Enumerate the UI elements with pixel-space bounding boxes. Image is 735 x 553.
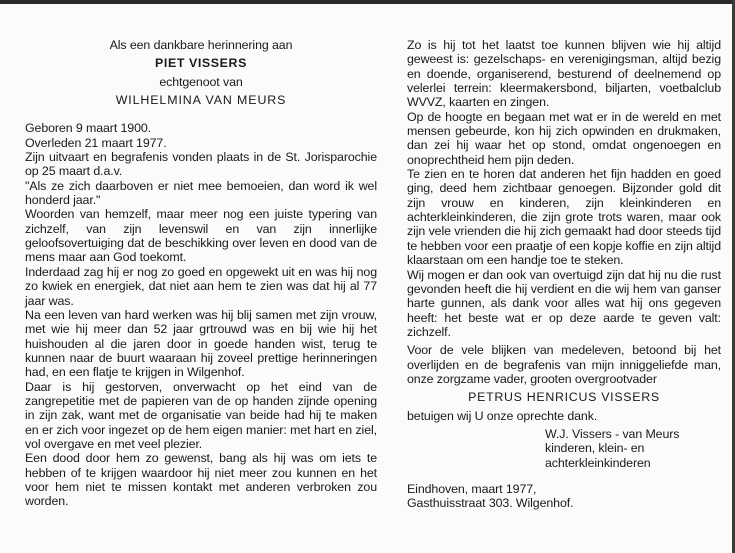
spouse-name: WILHELMINA VAN MEURS [115, 93, 287, 108]
gratitude-line: betuigen wij U onze oprechte dank. [407, 408, 598, 423]
right-column [407, 38, 721, 511]
paragraph-1: Woorden van hemzelf, maar meer nog een juiste typering van zichzelf, van zijn levenswil en van zijn innerlijke geloofsovertuiging dat de beschikking over leven en dood van de mens maar aan God toekomt. [25, 207, 377, 265]
paragraph-2: Inderdaad zag hij er nog zo goed en opgewekt uit en was hij nog zo kwiek en energiek, dat niet aan hem te zien was dat hij al 77 jaar was. [25, 264, 377, 308]
paragraph-3: Na een leven van hard werken was hij blij samen met zijn vrouw, met wie hij meer dan 52 jaar grtrouwd was en bij wie hij het huishouden al die jaren door in goede handen wist, terug te kunnen naar de buurt waaraan hij zoveel prettige herinneringen had, en een flatje te krijgen in Wilgenhof. [25, 307, 377, 380]
address-line: Gasthuisstraat 303. Wilgenhof. [407, 496, 574, 511]
paragraph-9: Wij mogen er dan ook van overtuigd zijn dat hij nu die rust gevonden heeft die hij verdient en die wij hem van ganser harte gunnen, als dank voor alles wat hij ons gegeven heeft: het beste wat er op deze aarde te geven valt: zichzelf. [407, 267, 721, 339]
family-line-2: kinderen, klein- en [545, 441, 645, 456]
spouse-intro: echtgenoot van [159, 74, 243, 89]
quote-paragraph: "Als ze zich daarboven er niet mee bemoeien, dan word ik wel honderd jaar." [25, 178, 377, 208]
intro-line: Als een dankbare herinnering aan [109, 38, 293, 52]
birth-line: Geboren 9 maart 1900. [25, 121, 152, 136]
paragraph-4: Daar is hij gestorven, onverwacht op het eind van de zangrepetitie met de papieren van de op handen zijnde opening in zijn zak, want met de organisatie van beide had hij te maken en er zich voor ingezet op de hem eigen manier: met hart en ziel, vol overgave en met veel plezier. [25, 379, 377, 451]
signer-name: PETRUS HENRICUS VISSERS [468, 390, 660, 405]
place-date: Eindhoven, maart 1977, [407, 481, 537, 496]
death-line: Overleden 21 maart 1977. [25, 135, 167, 150]
paragraph-6: Zo is hij tot het laatst toe kunnen blijven wie hij altijd geweest is: gezelschaps- en verenigingsman, altijd bezig en doende, organiserend, besturend of deelnemend op velerlei terrein: kleermakersbond, biljarten, voetbalclub WVVZ, kaarten en zingen. [407, 38, 721, 110]
paragraph-7: Op de hoogte en begaan met wat er in de wereld en met mensen gebeurde, kon hij zich opwinden en drukmaken, dan zei hij waar het op stond, omdat ongenoegen en onoprechtheid hem pijn deden. [407, 109, 721, 167]
paragraph-8: Te zien en te horen dat anderen het fijn hadden en goed ging, deed hem zichtbaar genoegen. Bijzonder gold dit zijn vrouw en kinderen, zijn kleinkinderen en achterkleinkinderen, die zijn grote trots waren, maar ook zijn vele vrienden die hij zich gemaakt had door steeds tijd te hebben voor een praatje of een kopje koffie en zijn altijd klaarstaan om een handje toe te steken. [407, 167, 721, 268]
family-signature [407, 427, 721, 470]
deceased-name: PIET VISSERS [155, 56, 247, 71]
card-top-edge [0, 0, 735, 4]
left-column [25, 38, 377, 509]
thanks-paragraph: Voor de vele blijken van medeleven, betoond bij het overlijden en de begrafenis van mijn inniggeliefde man, onze zorgzame vader, grooten overgrootvader [407, 343, 721, 386]
family-line-3: achterkleinkinderen [545, 455, 651, 470]
paragraph-5: Een dood door hem zo gewenst, bang als hij was om iets te hebben of te krijgen waardoor hij niet meer zou kunnen en het voor hem niet te missen kontakt met anderen verbroken zou worden. [25, 451, 377, 509]
family-line-1: W.J. Vissers - van Meurs [545, 426, 680, 441]
funeral-paragraph: Zijn uitvaart en begrafenis vonden plaats in de St. Jorisparochie op 25 maart d.a.v. [25, 150, 377, 179]
